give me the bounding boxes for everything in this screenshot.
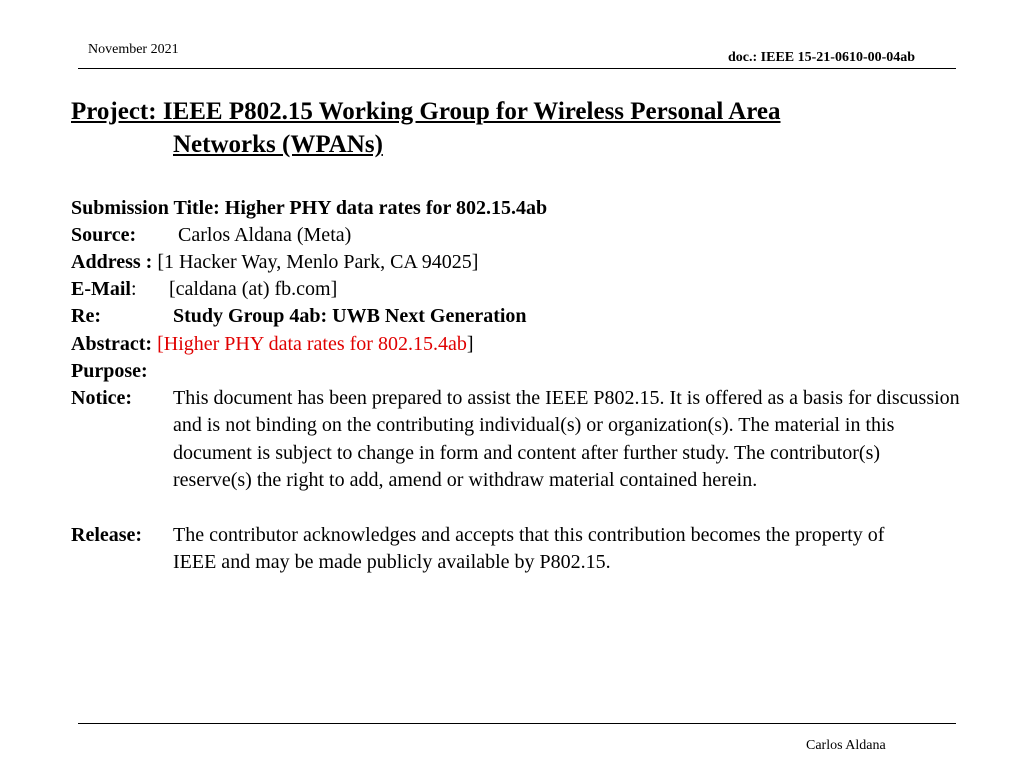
email-value: [caldana (at) fb.com] (169, 278, 338, 300)
project-title-line2: Networks (WPANs) (173, 131, 383, 158)
submission-title: Submission Title: Higher PHY data rates for 802.15.4ab (71, 197, 548, 219)
abstract-label: Abstract: (71, 333, 153, 355)
email-colon: : (131, 278, 137, 300)
notice-label: Notice: (71, 387, 133, 409)
re-row (71, 303, 971, 330)
release-text: The contributor acknowledges and accepts that this contribution becomes the property of IEEE and may be made publicly available by P802.15. (173, 524, 885, 574)
address-row (71, 249, 478, 276)
source-value: Carlos Aldana (Meta) (178, 224, 352, 246)
abstract-row (71, 331, 474, 358)
abstract-open-bracket: [ (157, 333, 164, 355)
re-label: Re: (71, 305, 101, 327)
project-title-line1: Project: IEEE P802.15 Working Group for Wireless Personal Area (71, 98, 781, 125)
email-row (71, 276, 971, 303)
notice-text: This document has been prepared to assist the IEEE P802.15. It is offered as a basis for discussion and is not binding on the contributing individual(s) or organization(s). The material in this document is subject to change in form and content after further study. The contributor(s) reserve(s) the right to add, amend or withdraw material contained herein. (173, 387, 960, 491)
release-label: Release: (71, 524, 143, 546)
abstract-close-bracket: ] (466, 333, 474, 355)
footer-divider (78, 723, 956, 724)
purpose-label: Purpose: (71, 360, 148, 382)
header-date: November 2021 (88, 42, 179, 57)
address-label: Address : (71, 251, 153, 273)
re-value: Study Group 4ab: UWB Next Generation (173, 305, 527, 327)
address-value: [1 Hacker Way, Menlo Park, CA 94025] (157, 251, 479, 273)
header-divider (78, 68, 956, 69)
header-doc-id: doc.: IEEE 15-21-0610-00-04ab (728, 50, 916, 65)
project-title (71, 95, 951, 161)
source-label: Source: (71, 224, 137, 246)
source-row (71, 222, 971, 249)
footer-author: Carlos Aldana (806, 738, 886, 753)
email-label: E-Mail (71, 278, 131, 300)
abstract-value: Higher PHY data rates for 802.15.4ab (163, 333, 467, 355)
